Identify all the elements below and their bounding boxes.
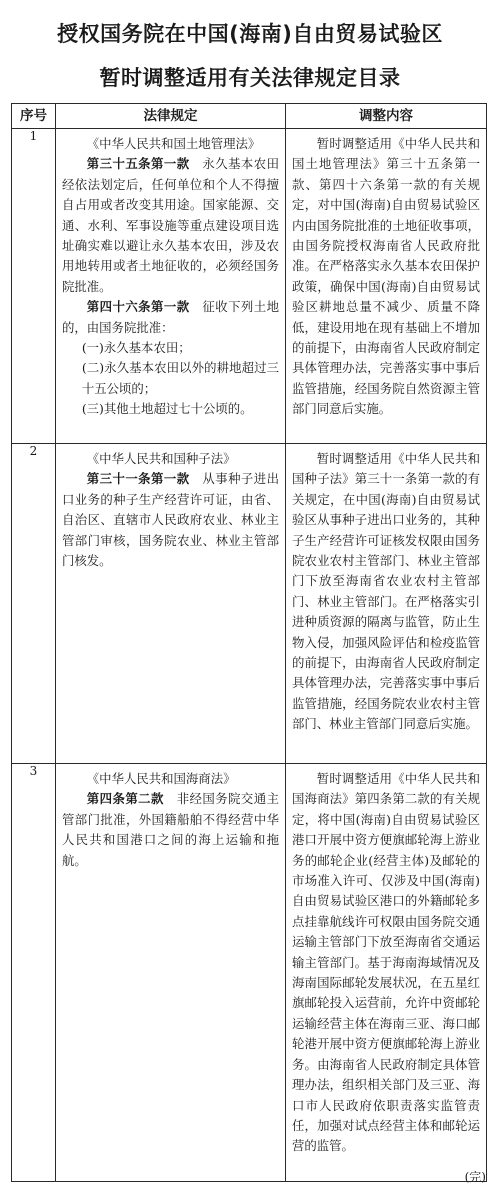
end-mark: (完) [464, 1170, 486, 1184]
row-number: 2 [12, 444, 56, 764]
article-text: 征收下列土地的，由国务院批准： [62, 299, 279, 335]
article-ref: 第四十六条第一款 [86, 299, 190, 315]
row-number: 3 [12, 764, 56, 1182]
law-name: 《中华人民共和国土地管理法》 [86, 136, 261, 151]
article-ref: 第三十一条第一款 [86, 471, 190, 487]
law-provision-cell [56, 444, 286, 764]
adjustment-cell [286, 764, 487, 1182]
article-text: 从事种子进出口业务的种子生产经营许可证，由省、自治区、直辖市人民政府农业、林业主管部门审核，国务院农业、林业主管部门核发。 [62, 471, 279, 569]
row-number: 1 [12, 129, 56, 444]
header-adjustment: 调整内容 [286, 104, 487, 129]
list-item: (三)其他土地超过七十公顷的。 [81, 401, 253, 417]
header-index: 序号 [12, 104, 56, 129]
document-title-line1: 授权国务院在中国(海南)自由贸易试验区 [57, 22, 443, 46]
adjustment-text: 暂时调整适用《中华人民共和国土地管理法》第三十五条第一款、第四十六条第一款的有关规定，对中国(海南)自由贸易试验区内由国务院批准的土地征收事项，由国务院授权海南省人民政府批准。在严格落实永久基本农田保护政策，确保中国(海南)自由贸易试验区耕地总量不减少、质量不降低，建设用地在现有基础上不增加的前提下，由海南省人民政府制定具体管理办法，完善落实事中事后监管措施，经国务院自然资源主管部门同意后实施。 [292, 136, 480, 417]
adjustment-cell [286, 444, 487, 764]
list-item: (一)永久基本农田； [81, 340, 191, 356]
law-name: 《中华人民共和国海商法》 [86, 771, 236, 786]
table-row [12, 444, 487, 764]
article-ref: 第四条第二款 [86, 791, 164, 807]
law-adjustment-table [11, 103, 487, 1182]
article-text: 非经国务院交通主管部门批准，外国籍船舶不得经营中华人民共和国港口之间的海上运输和拖航。 [62, 791, 279, 868]
document-title-line2: 暂时调整适用有关法律规定目录 [99, 66, 401, 90]
list-item: (二)永久基本农田以外的耕地超过三十五公顷的； [81, 360, 279, 396]
article-ref: 第三十五条第一款 [86, 156, 190, 172]
table-row [12, 764, 487, 1182]
adjustment-cell [286, 129, 487, 444]
law-name: 《中华人民共和国种子法》 [86, 451, 236, 466]
law-provision-cell [56, 129, 286, 444]
article-text: 永久基本农田经依法划定后，任何单位和个人不得擅自占用或者改变其用途。国家能源、交通、水利、军事设施等重点建设项目选址确实难以避让永久基本农田，涉及农用地转用或者土地征收的，必须经国务院批准。 [62, 156, 279, 294]
header-law-provision: 法律规定 [56, 104, 286, 129]
adjustment-text: 暂时调整适用《中华人民共和国种子法》第三十一条第一款的有关规定，在中国(海南)自由贸易试验区从事种子进出口业务的，其种子生产经营许可证核发权限由国务院农业农村主管部门、林业主管部门下放至海南省农业农村主管部门、林业主管部门。在严格落实引进种质资源的隔离与监管，防止生物入侵，加强风险评估和检疫监管的前提下，由海南省人民政府制定具体管理办法，完善落实事中事后监管措施，经国务院农业农村主管部门、林业主管部门同意后实施。 [292, 451, 480, 732]
law-provision-cell [56, 764, 286, 1182]
adjustment-text: 暂时调整适用《中华人民共和国海商法》第四条第二款的有关规定，将中国(海南)自由贸易试验区港口开展中资方便旗邮轮海上游业务的邮轮企业(经营主体)及邮轮的市场准入许可、仅涉及中国(海南)自由贸易试验区港口的外籍邮轮多点挂靠航线许可权限由国务院交通运输主管部门下放至海南省交通运输主管部门。基于海南海域情况及海南国际邮轮发展状况，在五星红旗邮轮投入运营前，允许中资邮轮运输经营主体在海南三亚、海口邮轮港开展中资方便旗邮轮海上游业务。由海南省人民政府制定具体管理办法，组织相关部门及三亚、海口市人民政府依职责落实监管责任，加强对试点经营主体和邮轮运营的监管。 [292, 771, 480, 1154]
table-row [12, 129, 487, 444]
table-header-row [12, 104, 487, 129]
